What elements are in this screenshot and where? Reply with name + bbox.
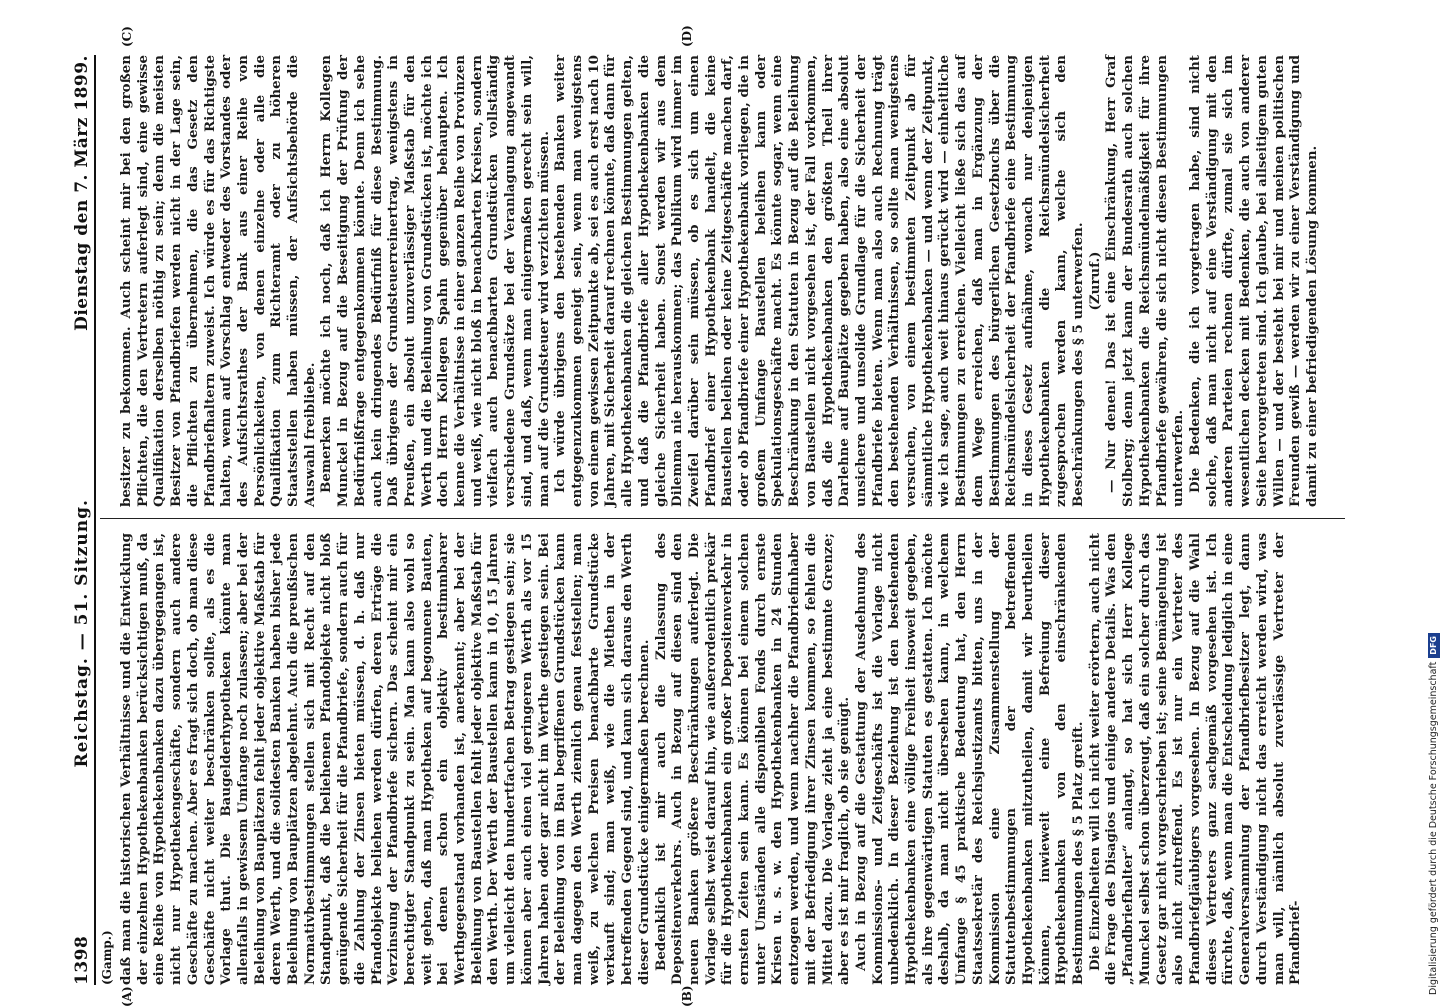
paragraph: Bedenklich ist mir auch die Zulassung des Depositenverkehrs. Auch in Bezug auf diesen sind den neuen Banken größere Beschränkungen auferlegt. Die Vorlage selbst weist darauf hin, wie außerordentlich prekär für die Hypothekenbanken ein großer Depositenverkehr in ernsten Zeiten sein kann. Es können bei einem solchen unter Umständen alle disponiblen Fonds durch ernste Krisen u. s. w. den Hypothekenbanken in 24 Stunden entzogen werden, und wenn nachher die Pfandbriefinhaber mit der Befriedigung ihrer Zinsen kommen, so fehlen die Mittel dazu. Die Vorlage zieht ja eine bestimmte Grenze; aber es ist mir fraglich, ob sie genügt. [653,533,853,985]
paragraph: Die Einzelheiten will ich nicht weiter erörtern, auch nicht die Frage des Disagios und einige andere Details. Was den „Pfandbriefhalter“ anlangt, so hat sich Herr Kollege Munckel selbst schon überzeugt, daß ein solcher durch das Gesetz gar nicht vorgeschrieben ist; seine Bemängelung ist also nicht zutreffend. Es ist nur ein Vertreter des Pfandbriefgläubigers vorgesehen. In Bezug auf die Wahl dieses Vertreters ganz sachgemäß vorgesehen ist. Ich fürchte, daß, wenn man die Entscheidung lediglich in eine Generalversammlung der Pfandbriefbesitzer legt, dann durch Verständigung nicht das erreicht werden wird, was man will, nämlich absolut zuverlässige Vertreter der Pfandbrief- [1087,533,1304,985]
credit-text: Digitalisierung gefördert durch die Deutsche Forschungsgemeinschaft [1427,662,1441,995]
paragraph: — Nur denen! Das ist eine Einschränkung, Herr Graf Stolberg; denn jetzt kann der Bundesrath auch solchen Hypothekenbanken die Reichsmündelmäßigkeit für ihre Pfandbriefe gewähren, die sich nicht diesen Bestimmungen unterwerfen. [1103,55,1187,507]
paragraph: besitzer zu bekommen. Auch scheint mir bei den großen Pflichten, die den Vertretern auferlegt sind, eine gewisse Qualifikation derselben nöthig zu sein; denn die meisten Besitzer von Pfandbriefen werden nicht in der Lage sein, die Pflichten zu übernehmen, die das Gesetz den Pfandbriefhaltern zuweist. Ich würde es für das Richtigste halten, wenn auf Vorschlag entweder des Vorstandes oder des Aufsichtsrathes der Bank aus einer Reihe von Persönlichkeiten, von denen einzelne oder alle die Qualifikation zum Richteramt oder zu höheren Staatsstellen haben müssen, der Aufsichtsbehörde die Auswahl freibliebe. [118,55,318,507]
paragraph: Ich würde übrigens den bestehenden Banken weiter entgegenzukommen geneigt sein, wenn man wenigstens von einem gewissen Zeitpunkte ab, sei es auch erst nach 10 Jahren, mit Sicherheit darauf rechnen könnte, daß dann für alle Hypothekenbanken die gleichen Bestimmungen gelten, und daß die Pfandbriefe aller Hypothekenbanken die gleiche Sicherheit haben. Sonst werden wir aus dem Dilemma nie herauskommen; das Publikum wird immer im Zweifel darüber sein müssen, ob es sich um einen Pfandbrief einer Hypothekenbank handelt, die keine Baustellen beleihen oder keine Zeitgeschäfte machen darf, oder ob Pfandbriefe einer Hypothekenbank vorliegen, die in großem Umfange Baustellen beleihen kann oder Spekulationsgeschäfte macht. Es könnte sogar, wenn eine Beschränkung in den Statuten in Bezug auf die Beleihung von Baustellen nicht vorgesehen ist, der Fall vorkommen, daß die Hypothekenbanken den größten Theil ihrer Darlehne auf Bauplätze gegeben haben, also eine absolut unsichere und unsolide Grundlage für die Sicherheit der Pfandbriefe bieten. Wenn man also auch Rechnung trägt den bestehenden Verhältnissen, so sollte man wenigstens versuchen, von einem bestimmten Zeitpunkt ab für sämmtliche Hypothekenbanken — und wenn der Zeitpunkt, wie ich sage, auch weit hinaus gerückt wird — einheitliche Bestimmungen zu erreichen. Vielleicht ließe sich das auf dem Wege erreichen, daß man in Ergänzung der Bestimmungen des bürgerlichen Gesetzbuchs über die Reichsmündelsicherheit der Pfandbriefe eine Bestimmung in dieses Gesetz aufnähme, wonach nur denjenigen Hypothekenbanken die Reichsmündelsicherheit zugesprochen werden kann, welche sich den Beschränkungen des § 5 unterwerfen. [552,55,1087,507]
margin-marker-d: (D) [680,25,694,47]
paragraph: Die Bedenken, die ich vorgetragen habe, sind nicht solche, daß man nicht auf eine Verständigung mit den anderen Parteien rechnen dürfte, zumal sie sich im wesentlichen decken mit Bedenken, die auch von anderer Seite hervorgetreten sind. Ich glaube, bei allseitigem guten Willen — und der besteht bei mir und meinen politischen Freunden gewiß — werden wir zu einer Verständigung und damit zu einer befriedigenden Lösung kommen. [1187,55,1321,507]
dfg-logo: DFG [1428,633,1440,658]
margin-marker-c: (C) [120,26,134,47]
left-column [118,533,1348,985]
paragraph: Bemerken möchte ich noch, daß ich Herrn Kollegen Munckel in Bezug auf die Beseitigung der Prüfung der Bedürfnißfrage entgegenkommen könnte. Denn ich sehe auch kein dringendes Bedürfniß für diese Bestimmung. Daß übrigens der Grundsteuerreinertrag, wenigstens in Preußen, ein absolut unzuverlässiger Maßstab für den Werth und die Beleihung von Grundstücken ist, möchte ich doch Herrn Kollegen Spahn gegenüber behaupten. Ich kenne die Verhältnisse in einer ganzen Reihe von Provinzen und weiß, wie nicht bloß in benachbarten Kreisen, sondern vielfach auch benachbarten Grundstücken vollständig verschiedene Grundsätze bei der Veranlagung angewandt sind, und daß, wenn man einigermaßen gerecht sein will, man auf die Grundsteuer wird verzichten müssen. [318,55,552,507]
paragraph: Auch in Bezug auf die Gestattung der Ausdehnung des Kommissions- und Zeitgeschäfts ist die Vorlage nicht unbedenklich. In dieser Beziehung ist den bestehenden Hypothekenbanken eine völlige Freiheit insoweit gegeben, als ihre gegenwärtigen Statuten es gestatten. Ich möchte deshalb, da man nicht übersehen kann, in welchem Umfange § 45 praktische Bedeutung hat, den Herrn Staatssekretär des Reichsjustizamts bitten, uns in der Kommission eine Zusammenstellung der Statutenbestimmungen der betreffenden Hypothekenbanken mitzutheilen, damit wir beurtheilen können, inwieweit eine Befreiung dieser Hypothekenbanken von den einschränkenden Bestimmungen des § 5 Platz greift. [853,533,1087,985]
margin-marker-a: (A) [120,986,134,1007]
margin-marker-b: (B) [680,986,694,1007]
running-header [70,55,96,985]
page-number: 1398 [72,936,92,985]
header-session: Reichstag. — 51. Sitzung. [72,499,92,767]
paragraph: daß man die historischen Verhältnisse und die Entwicklung der einzelnen Hypothekenbanken berücksichtigen muß, da eine Reihe von Hypothekenbanken dazu übergegangen ist, nicht nur Hypothekengeschäfte, sondern auch andere Geschäfte zu machen. Aber es fragt sich doch, ob man diese Geschäfte nicht weiter beschränken sollte, als es die Vorlage thut. Die Baugelderhypotheken könnte man allenfalls in gewissem Umfange noch zulassen; aber bei der Beleihung von Bauplätzen fehlt jeder objektive Maßstab für deren Werth, und die solidesten Banken haben bisher jede Beleihung von Bauplätzen abgelehnt. Auch die preußischen Normativbestimmungen stellen sich mit Recht auf den Standpunkt, daß die beliehenen Pfandobjekte nicht bloß genügende Sicherheit für die Pfandbriefe, sondern auch für die Zahlung der Zinsen bieten müssen, d. h. daß nur Pfandobjekte beliehen werden dürfen, deren Erträge die Verzinsung der Pfandbriefe sichern. Das scheint mir ein berechtigter Standpunkt zu sein. Man kann also wohl so weit gehen, daß man Hypotheken auf begonnene Bauten, bei denen schon ein objektiv bestimmbarer Werthgegenstand vorhanden ist, anerkennt; aber bei der Beleihung von Baustellen fehlt jeder objektive Maßstab für den Werth. Der Werth der Baustellen kann in 10, 15 Jahren um vielleicht den hundertfachen Betrag gestiegen sein; sie können aber auch einen viel geringeren Werth als vor 15 Jahren haben oder gar nicht im Werthe gestiegen sein. Bei der Beleihung von im Bau begriffenen Grundstücken kann man dagegen den Werth ziemlich genau feststellen; man weiß, zu welchen Preisen benachbarte Grundstücke verkauft sind; man weiß, wie die Miethen in der betreffenden Gegend sind, und kann sich daraus den Werth dieser Grundstücke einigermaßen berechnen. [118,533,653,985]
digitization-credit [1427,5,1441,995]
header-date: Dienstag den 7. März 1899. [72,55,92,331]
column-divider [100,518,1345,519]
right-column [118,55,1348,507]
speaker-name: (Gamp.) [100,930,114,985]
interjection: (Zuruf.) [1087,55,1104,507]
page [70,55,1350,985]
